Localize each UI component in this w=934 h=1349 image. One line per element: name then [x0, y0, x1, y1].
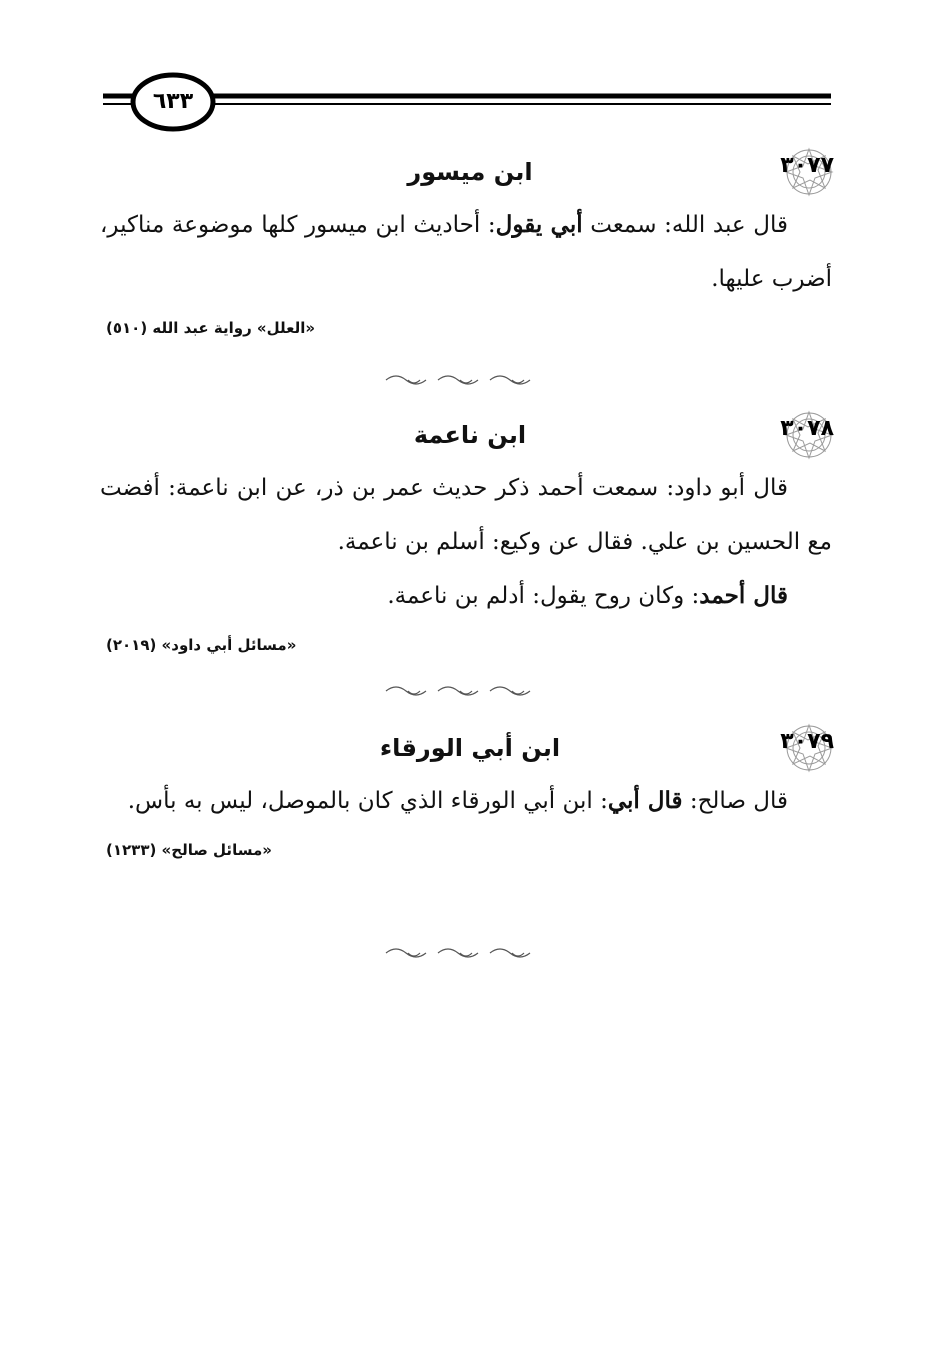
entry-source: «مسائل صالح» (١٢٣٣) — [106, 841, 272, 859]
entry-header — [100, 728, 840, 774]
paragraph-bold-text: قال أبي — [607, 787, 683, 814]
paragraph-bold-text: أبي يقول — [495, 211, 583, 238]
page-number: ٦٣٣ — [152, 89, 194, 114]
paragraph-text: قال صالح: — [682, 788, 788, 814]
entry-title: ابن أبي الورقاء — [379, 734, 561, 762]
paragraph-text: : وكان روح يقول: أدلم بن ناعمة. — [387, 583, 700, 609]
entry-title: ابن ميسور — [407, 158, 533, 186]
paragraph-bold-text: قال أحمد — [699, 582, 788, 609]
entry-source: «مسائل أبي داود» (٢٠١٩) — [106, 636, 297, 654]
entry-3079 — [100, 728, 840, 862]
paragraph-text: قال أبو داود: سمعت أحمد ذكر حديث عمر بن ذر، عن ابن ناعمة: أفضت مع الحسين بن علي. فقال عن وكيع: أسلم بن ناعمة. — [100, 475, 832, 555]
entry-header — [100, 152, 840, 198]
entry-body — [100, 198, 840, 306]
entry-paragraph — [100, 774, 832, 828]
entry-body — [100, 774, 840, 828]
entry-header — [100, 415, 840, 461]
entry-body — [100, 461, 840, 623]
entry-number: ٣٠٧٨ — [780, 416, 834, 441]
entry-title: ابن ناعمة — [413, 421, 527, 449]
entry-number: ٣٠٧٩ — [780, 729, 834, 754]
entry-3078 — [100, 415, 840, 657]
paragraph-text: : أحاديث ابن ميسور كلها موضوعة مناكير، أضرب عليها. — [100, 212, 832, 292]
entry-paragraph — [100, 569, 832, 623]
entry-paragraph — [100, 461, 832, 569]
entry-source: «العلل» رواية عبد الله (٥١٠) — [106, 319, 316, 337]
paragraph-text: : ابن أبي الورقاء الذي كان بالموصل، ليس به بأس. — [127, 788, 608, 814]
section-divider-ornament — [378, 684, 558, 698]
entry-3077 — [100, 152, 840, 340]
entry-paragraph — [100, 198, 832, 306]
paragraph-text: قال عبد الله: سمعت — [582, 212, 788, 238]
section-divider-ornament — [378, 373, 558, 387]
entry-number: ٣٠٧٧ — [780, 153, 834, 178]
section-divider-ornament — [378, 946, 558, 960]
page-header — [103, 70, 831, 134]
